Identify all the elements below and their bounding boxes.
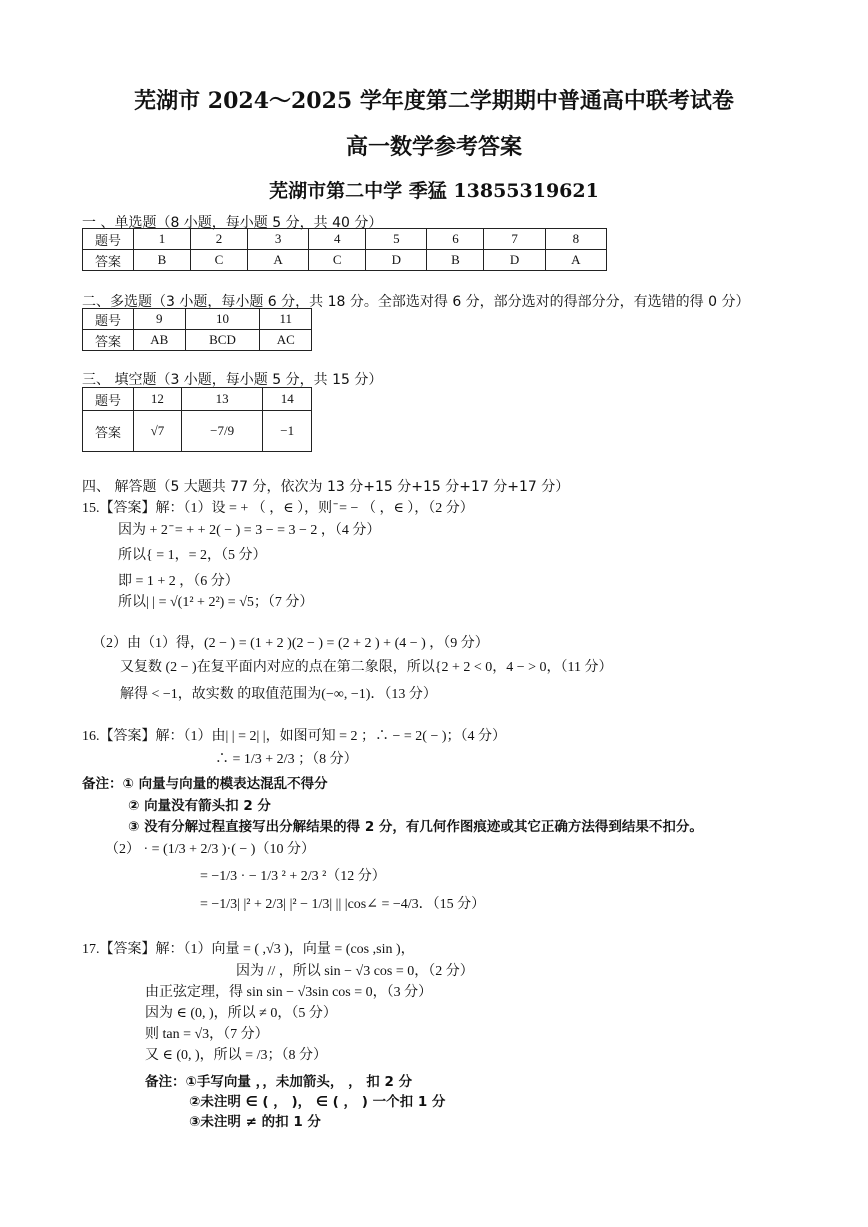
q15-line-7: 又复数 (2 − )在复平面内对应的点在第二象限，所以{2 + 2 < 0，4 − > 0，（11 分） [120, 660, 613, 675]
q17-line-6: 又 ∈ (0, )，所以 = /3；（8 分） [145, 1048, 327, 1063]
table-cell: 7 [484, 229, 545, 250]
table-cell: B [427, 250, 484, 271]
q16b-line-3: = −1/3| |² + 2/3| |² − 1/3| || |cos∠ = −4/3．（15 分） [200, 897, 486, 912]
document-subtitle: 高一数学参考答案 [345, 134, 522, 160]
table-row [83, 309, 312, 330]
table-row [83, 330, 312, 351]
table-cell: 1 [134, 229, 191, 250]
q17-note-2: ②未注明 ∈ ( ， )， ∈ ( ， ) 一个扣 1 分 [189, 1094, 446, 1110]
table-cell: AC [260, 330, 312, 351]
q15-line-5: 所以| | = √(1² + 2²) = √5；（7 分） [118, 595, 314, 610]
table-cell: C [309, 250, 366, 271]
table-cell: 4 [309, 229, 366, 250]
q15-line-8: 解得 < −1，故实数 的取值范围为(−∞, −1)．（13 分） [120, 687, 437, 702]
table-cell: 题号 [83, 388, 134, 411]
q17-note-3: ③未注明 ≠ 的扣 1 分 [189, 1114, 321, 1130]
table-cell: 13 [181, 388, 263, 411]
table-cell: 8 [545, 229, 606, 250]
table-cell: 12 [134, 388, 182, 411]
table-cell: 9 [134, 309, 186, 330]
table-cell: D [366, 250, 427, 271]
q16-note-3: ③ 没有分解过程直接写出分解结果的得 2 分，有几何作图痕迹或其它正确方法得到结果不扣分。 [128, 819, 703, 835]
table-cell: 11 [260, 309, 312, 330]
q15-line-4: 即 = 1 + 2 ，（6 分） [118, 574, 239, 589]
table-cell: −7/9 [181, 411, 263, 452]
section4-heading: 四、 解答题（5 大题共 77 分，依次为 13 分+15 分+15 分+17 分+17 分） [82, 479, 570, 495]
section2-table [82, 308, 312, 351]
q17-line-1: 17.【答案】解：（1）向量 = ( ,√3 )，向量 = (cos ,sin )， [82, 942, 415, 957]
table-cell: −1 [263, 411, 312, 452]
table-cell: 题号 [83, 229, 134, 250]
q15-line-1: 15.【答案】解：（1）设 = + （ ，∈ ），则 ̄ = − （ ，∈ ），（2 分） [82, 501, 474, 516]
table-cell: 答案 [83, 250, 134, 271]
table-cell: 14 [263, 388, 312, 411]
q15-line-2: 因为 + 2 ̄ = + + 2( − ) = 3 − = 3 − 2 ，（4 分） [118, 523, 381, 538]
q16b-line-1: （2） · = (1/3 + 2/3 )·( − )（10 分） [105, 842, 315, 857]
table-cell: 2 [191, 229, 248, 250]
q16-note-1: 备注：① 向量与向量的模表达混乱不得分 [82, 776, 328, 792]
author-line: 芜湖市第二中学 季猛 13855319621 [269, 180, 599, 202]
section1-heading: 一 、单选题（8 小题，每小题 5 分，共 40 分） [82, 215, 383, 231]
table-cell: 10 [185, 309, 260, 330]
section2-heading: 二、多选题（3 小题，每小题 6 分，共 18 分。全部选对得 6 分，部分选对的得部分分，有选错的得 0 分） [82, 294, 750, 310]
q16-line-1: 16.【答案】解：（1）由| | = 2| |，如图可知 = 2 ；∴ − = 2( − )；（4 分） [82, 729, 507, 744]
table-cell: AB [134, 330, 186, 351]
table-cell: 5 [366, 229, 427, 250]
table-row [83, 229, 607, 250]
document-title: 芜湖市 2024～2025 学年度第二学期期中普通高中联考试卷 [134, 88, 734, 114]
table-row [83, 388, 312, 411]
table-cell: D [484, 250, 545, 271]
table-cell: √7 [134, 411, 182, 452]
q16-line-2: ∴ = 1/3 + 2/3 ；（8 分） [215, 752, 358, 767]
q17-note-1: 备注：①手写向量 ，，未加箭头， ， 扣 2 分 [145, 1074, 413, 1090]
table-cell: 6 [427, 229, 484, 250]
table-cell: 答案 [83, 411, 134, 452]
table-cell: B [134, 250, 191, 271]
q17-line-4: 因为 ∈ (0, )，所以 ≠ 0，（5 分） [145, 1006, 337, 1021]
table-cell: 题号 [83, 309, 134, 330]
table-row [83, 250, 607, 271]
table-cell: C [191, 250, 248, 271]
section3-table [82, 387, 312, 452]
q16b-line-2: = −1/3 · − 1/3 ² + 2/3 ²（12 分） [200, 869, 386, 884]
section3-heading: 三、 填空题（3 小题，每小题 5 分，共 15 分） [82, 372, 383, 388]
section1-table [82, 228, 607, 271]
table-cell: A [248, 250, 309, 271]
q15-line-6: （2）由（1）得，(2 − ) = (1 + 2 )(2 − ) = (2 + 2 ) + (4 − ) ，（9 分） [92, 636, 489, 651]
table-cell: A [545, 250, 606, 271]
q17-line-2: 因为 // ，所以 sin − √3 cos = 0，（2 分） [236, 964, 474, 979]
q15-line-3: 所以{ = 1，= 2，（5 分） [118, 548, 267, 563]
q16-note-2: ② 向量没有箭头扣 2 分 [128, 798, 271, 814]
q17-line-3: 由正弦定理，得 sin sin − √3sin cos = 0，（3 分） [145, 985, 433, 1000]
table-cell: BCD [185, 330, 260, 351]
table-cell: 3 [248, 229, 309, 250]
table-cell: 答案 [83, 330, 134, 351]
q17-line-5: 则 tan = √3，（7 分） [145, 1027, 269, 1042]
table-row [83, 411, 312, 452]
